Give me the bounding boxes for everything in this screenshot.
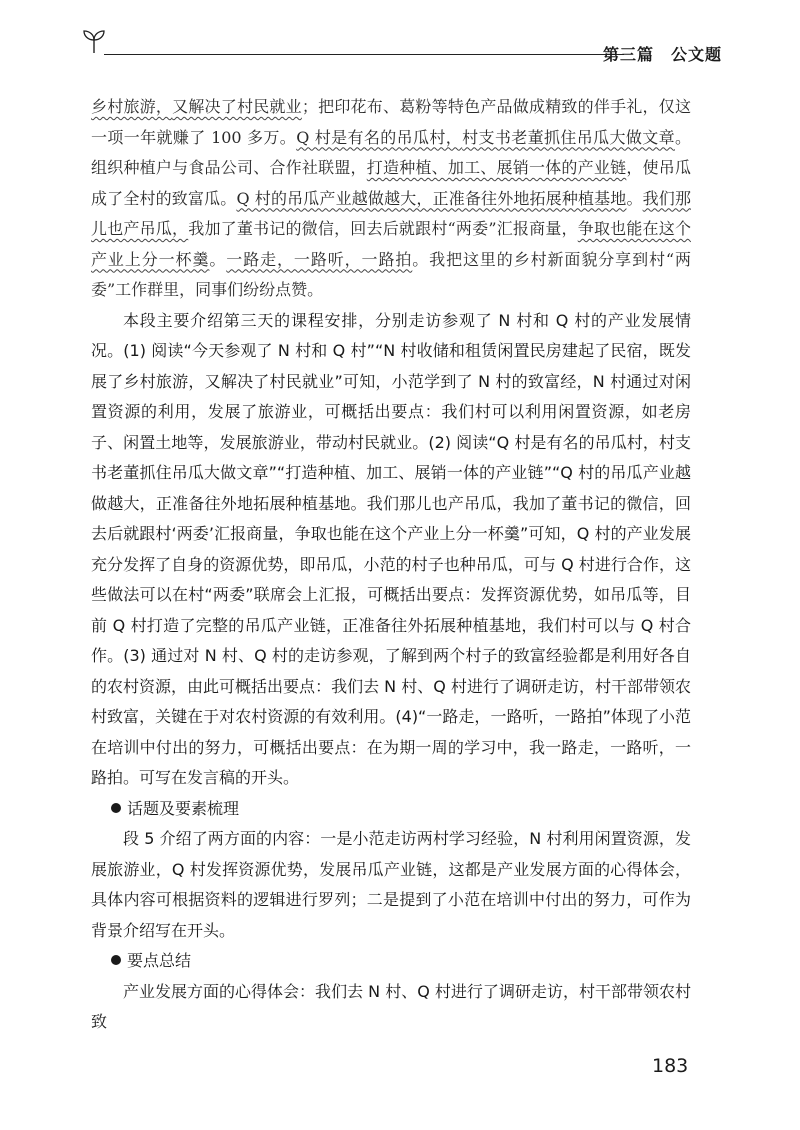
underlined-phrase: Q 村的吊瓜产业越做越大，正准备往外地拓展种植基地: [236, 188, 627, 208]
page-body: [91, 92, 691, 1038]
text-run: ；把印花布、葛粉等特色产品做成精致的伴手礼，仅这一项一年就赚了 100 多万。: [91, 97, 691, 147]
underlined-phrase: 又解决了村民就业: [172, 97, 302, 116]
underlined-phrase: 打造种植、加工、展销一体的产业链: [366, 158, 627, 177]
summary-heading: 要点总结: [91, 946, 691, 977]
underlined-phrase: 一路走，一路听，一路拍: [226, 249, 413, 269]
bullet-icon: [111, 955, 121, 965]
underlined-phrase: Q 村是有名的吊瓜村，: [296, 127, 463, 147]
text-run: ，使吊瓜成了全村的致富瓜。: [91, 158, 691, 208]
underlined-phrase: 村支书老董抓住吊瓜大做文章: [462, 127, 675, 147]
underlined-phrase: 乡村旅游，: [91, 97, 173, 116]
bullet-icon: [111, 803, 121, 813]
text-run: 。组织种植户与食品公司、合作社联盟，: [91, 127, 691, 177]
analysis-paragraph: 本段主要介绍第三天的课程安排，分别走访参观了 N 村和 Q 村的产业发展情况。(1) 阅读“今天参观了 N 村和 Q 村”“N 村收储和租赁闲置民房建起了民宿，既发展了乡村旅游，又解决了村民就业”可知，小范学到了 N 村的致富经，N 村通过对闲置资源的利用，发展了旅游业，可概括出要点：我们村可以利用闲置资源，如老房子、闲置土地等，发展旅游业，带动村民就业。(2) 阅读“Q 村是有名的吊瓜村，村支书老董抓住吊瓜大做文章”“打造种植、加工、展销一体的产业链”“Q 村的吊瓜产业越做越大，正准备往外地拓展种植基地。我们那儿也产吊瓜，我加了董书记的微信，回去后就跟村‘两委’汇报商量，争取也能在这个产业上分一杯羹”可知，Q 村的产业发展充分发挥了自身的资源优势，即吊瓜，小范的村子也种吊瓜，可与 Q 村进行合作，这些做法可以在村“两委”联席会上汇报，可概括出要点：发挥资源优势，如吊瓜等，目前 Q 村打造了完整的吊瓜产业链，正准备往外拓展种植基地，我们村可以与 Q 村合作。(3) 通过对 N 村、Q 村的走访参观，了解到两个村子的致富经验都是利用好各自的农村资源，由此可概括出要点：我们去 N 村、Q 村进行了调研走访，村干部带领农村致富，关键在于对农村资源的有效利用。(4)“一路走，一路听，一路拍”体现了小范在培训中付出的努力，可概括出要点：在为期一周的学习中，我一路走，一路听，一路拍。可写在发言稿的开头。: [91, 310, 691, 787]
intro-paragraph: [91, 92, 691, 306]
text-run: 。我把这里的乡村新面貌分享到村“两委”工作群里，同事们纷纷点赞。: [91, 249, 691, 299]
underlined-phrase: 我们那儿也产吊瓜，: [91, 188, 691, 238]
sprout-icon: [82, 28, 106, 54]
header-rule: [104, 54, 624, 55]
section-title: 第三篇 公文题: [602, 45, 722, 64]
topic-heading: 话题及要素梳理: [91, 794, 691, 825]
text-run: 。: [209, 249, 227, 269]
page-number: 183: [652, 1055, 689, 1077]
topic-paragraph: 段 5 介绍了两方面的内容：一是小范走访两村学习经验，N 村利用闲置资源，发展旅游业，Q 村发挥资源优势，发展吊瓜产业链，这都是产业发展方面的心得体会，具体内容可根据资料的逻辑进行罗列；二是提到了小范在培训中付出的努力，可作为背景介绍写在开头。: [91, 829, 691, 940]
running-header: [82, 24, 722, 64]
text-run: 。: [626, 188, 643, 208]
underlined-phrase: 争取也能在这个产业上分一杯羹: [91, 219, 691, 269]
text-run: 我加了董书记的微信，回去后就跟村“两委”汇报商量，: [188, 219, 578, 238]
summary-paragraph: 产业发展方面的心得体会：我们去 N 村、Q 村进行了调研走访，村干部带领农村致: [91, 981, 691, 1031]
